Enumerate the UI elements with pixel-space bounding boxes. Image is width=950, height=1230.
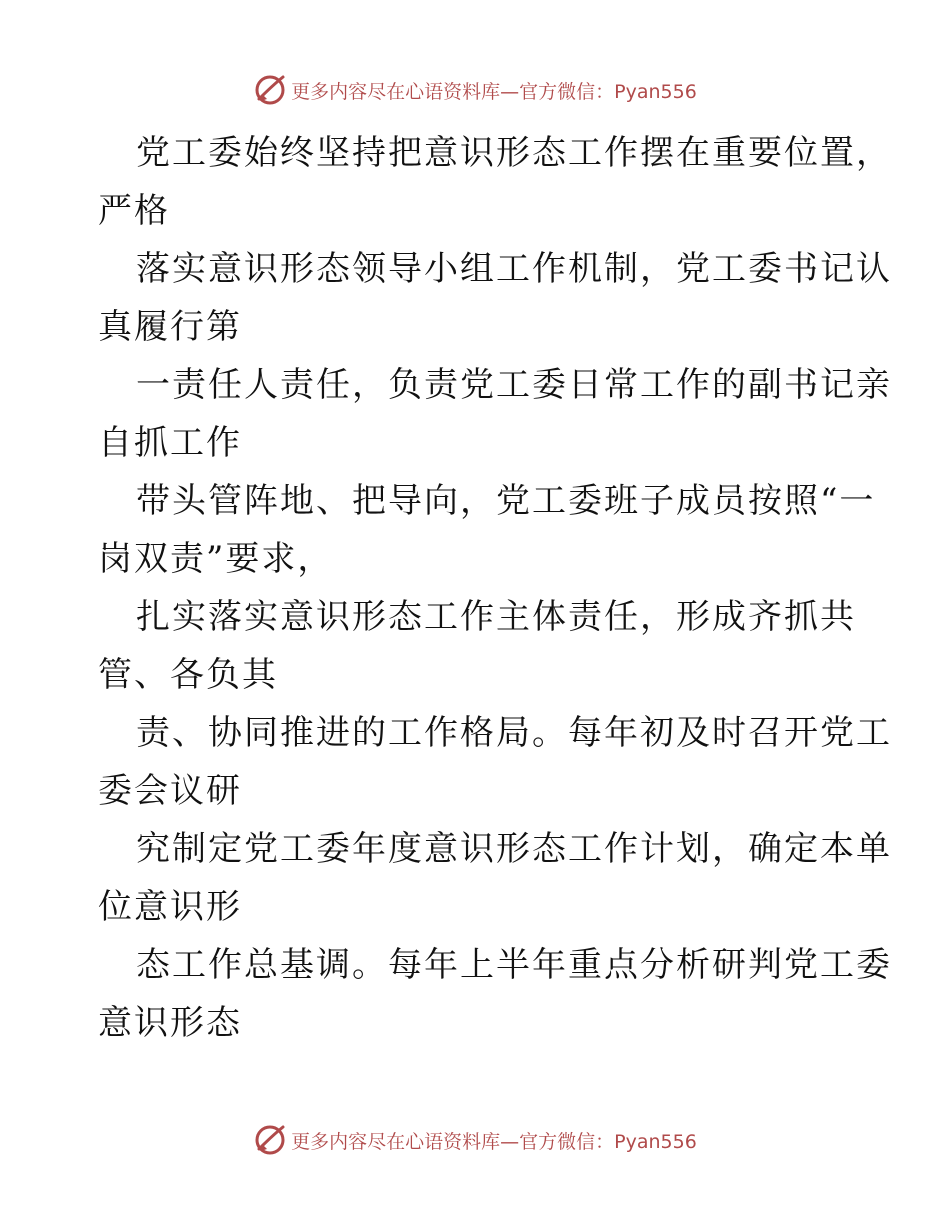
paragraph-line: 党工委始终坚持把意识形态工作摆在重要位置，: [136, 133, 892, 173]
paragraph-line: 意识形态: [98, 1003, 242, 1043]
paragraph-line: 带头管阵地、把导向，党工委班子成员按照“一: [136, 481, 876, 521]
paragraph-line: 态工作总基调。每年上半年重点分析研判党工委: [136, 945, 892, 985]
footer-banner: [0, 1120, 950, 1160]
paragraph-line: 严格: [98, 191, 170, 231]
paragraph-line: 责、协同推进的工作格局。每年初及时召开党工: [136, 713, 892, 753]
pen-logo-icon: [253, 73, 287, 107]
paragraph-line: 岗双责”要求，: [98, 539, 334, 579]
header-banner-text: 更多内容尽在心语资料库—官方微信：Pyan556: [291, 80, 697, 103]
footer-banner-text: 更多内容尽在心语资料库—官方微信：Pyan556: [291, 1130, 697, 1153]
pen-logo-icon: [253, 1123, 287, 1157]
paragraph-line: 委会议研: [98, 771, 242, 811]
paragraph-line: 管、各负其: [98, 655, 278, 695]
paragraph-line: 落实意识形态领导小组工作机制，党工委书记认: [136, 249, 892, 289]
paragraph-line: 扎实落实意识形态工作主体责任，形成齐抓共: [136, 597, 856, 637]
paragraph-line: 一责任人责任，负责党工委日常工作的副书记亲: [136, 365, 892, 405]
paragraph-line: 究制定党工委年度意识形态工作计划，确定本单: [136, 829, 892, 869]
paragraph-line: 自抓工作: [98, 423, 242, 463]
header-banner: [0, 70, 950, 110]
paragraph-line: 位意识形: [98, 887, 242, 927]
paragraph-line: 真履行第: [98, 307, 242, 347]
document-body: [98, 124, 892, 1052]
